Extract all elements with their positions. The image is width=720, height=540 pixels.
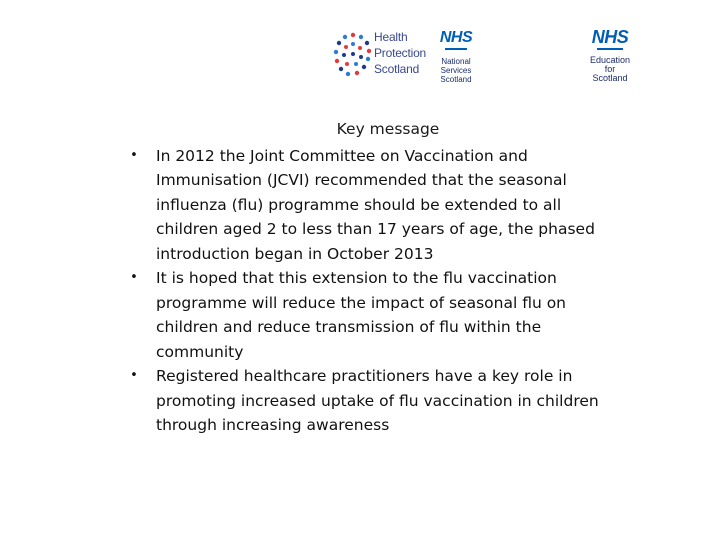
- list-item: [126, 266, 620, 364]
- nhs-mark: NHS: [591, 27, 629, 47]
- list-item: [126, 144, 620, 267]
- saltire-icon: [445, 47, 467, 51]
- edu-subtitle: [588, 56, 632, 83]
- nss-line-3: Scotland: [440, 75, 472, 84]
- edu-line-3: Scotland: [592, 73, 628, 83]
- bullet-text: Registered healthcare practitioners have a key role in promoting increased uptake of flu vaccination in children through increasing awareness: [156, 367, 599, 434]
- hps-line-2: Protection: [374, 46, 427, 60]
- bullet-icon: •: [130, 147, 138, 163]
- slide-content: [126, 117, 620, 438]
- logo-bar: [0, 0, 720, 100]
- hps-line-3: Scotland: [374, 62, 420, 76]
- nss-subtitle: [436, 57, 476, 84]
- bullet-text: It is hoped that this extension to the flu vaccination programme will reduce the impact of seasonal flu on children and reduce transmission of flu within the community: [156, 269, 567, 361]
- bullet-icon: •: [130, 368, 138, 383]
- edu-line-1: Education: [589, 55, 631, 65]
- hps-wordmark: [374, 29, 426, 77]
- hps-line-1: Health: [374, 30, 408, 44]
- nhs-education-for-scotland-logo: [588, 27, 632, 89]
- health-protection-scotland-logo: [333, 27, 428, 83]
- nhs-national-services-scotland-logo: [436, 27, 476, 83]
- edu-line-2: for: [604, 64, 616, 74]
- list-item: [126, 364, 620, 438]
- nss-line-1: National: [441, 57, 471, 66]
- slide-title: Key message: [336, 120, 440, 138]
- dot-ring-icon: [333, 31, 373, 79]
- bullet-text: In 2012 the Joint Committee on Vaccination and Immunisation (JCVI) recommended that the seasonal influenza (flu) programme should be extended to all children aged 2 to less than 17 years of age, the phased introduction began in October 2013: [156, 146, 595, 263]
- saltire-icon: [597, 47, 623, 51]
- key-message-list: [126, 144, 620, 438]
- bullet-icon: •: [130, 270, 138, 285]
- nss-line-2: Services: [440, 66, 472, 75]
- nhs-mark: NHS: [439, 29, 473, 46]
